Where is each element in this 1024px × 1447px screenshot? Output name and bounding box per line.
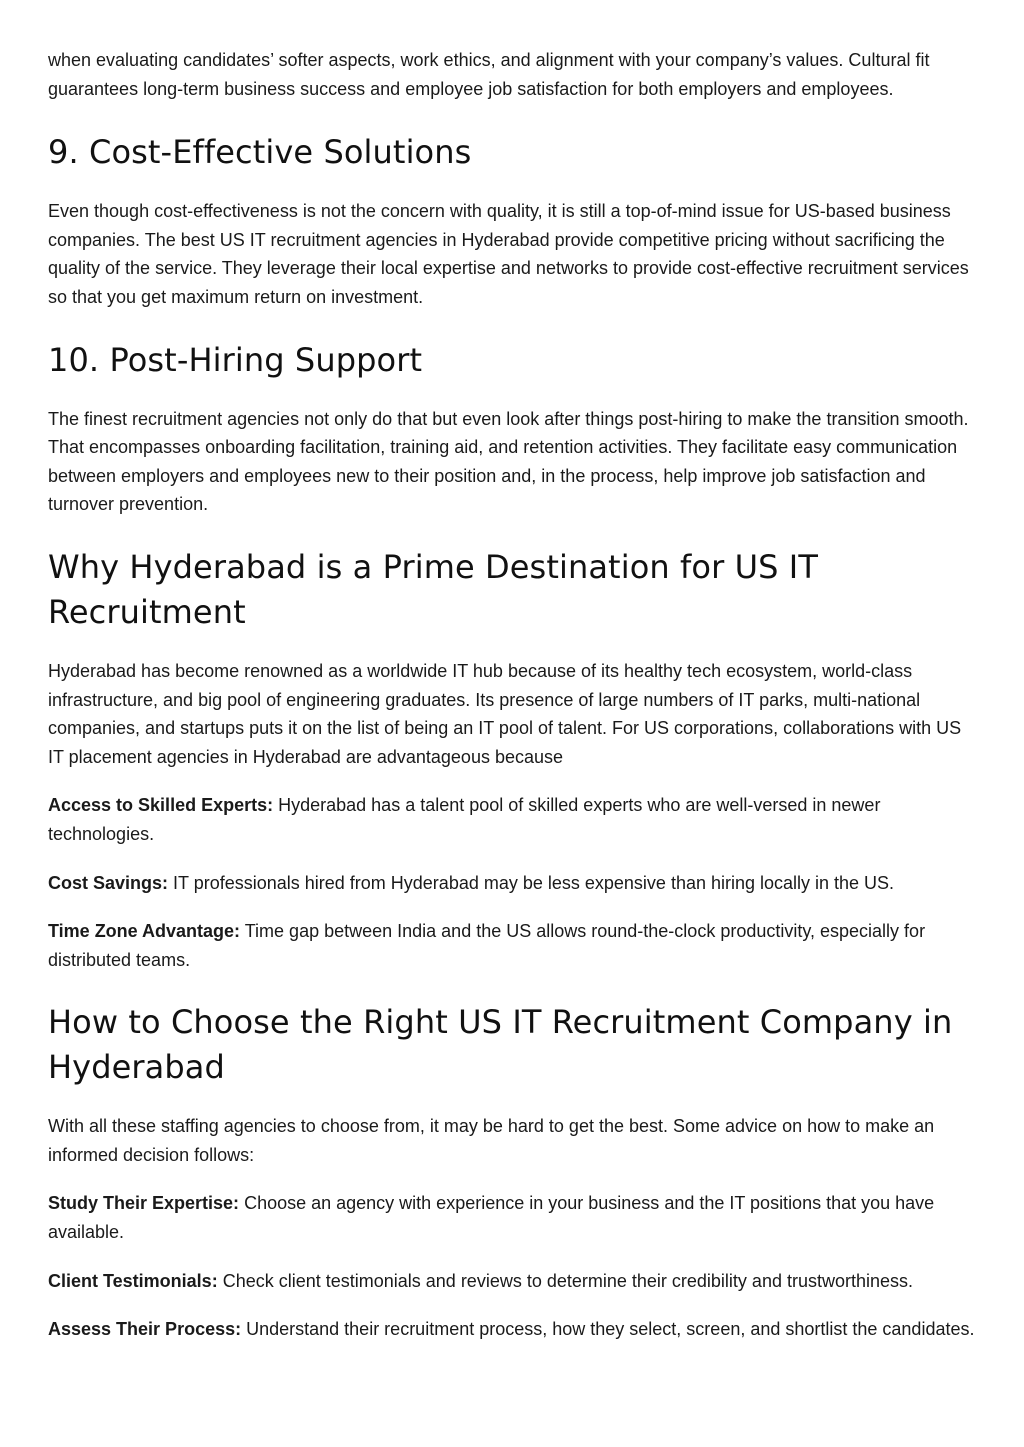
list-item-cost-savings bbox=[48, 869, 978, 898]
list-item-text: IT professionals hired from Hyderabad may be less expensive than hiring locally in the US. bbox=[168, 872, 895, 893]
list-item-label: Access to Skilled Experts: bbox=[48, 795, 274, 816]
list-item-text: Check client testimonials and reviews to determine their credibility and trustworthiness. bbox=[217, 1270, 914, 1291]
heading-cost-effective-solutions: 9. Cost-Effective Solutions bbox=[48, 133, 472, 172]
paragraph-cost-effective-solutions: Even though cost-effectiveness is not the concern with quality, it is still a top-of-mind issue for US-based business companies. The best US IT recruitment agencies in Hyderabad provide competitive pricing without sacrificing the quality of the service. They leverage their local expertise and networks to provide cost-effective recruitment services so that you get maximum return on investment. bbox=[48, 201, 969, 307]
list-item-label: Cost Savings: bbox=[48, 872, 169, 893]
list-item-time-zone-advantage bbox=[48, 917, 978, 974]
list-item-text: Time gap between India and the US allows round-the-clock productivity, especially for distributed teams. bbox=[48, 921, 926, 970]
list-item-label: Study Their Expertise: bbox=[48, 1193, 240, 1214]
list-item-label: Client Testimonials: bbox=[48, 1270, 218, 1291]
list-item-text: Understand their recruitment process, how they select, screen, and shortlist the candidates. bbox=[241, 1319, 975, 1340]
heading-post-hiring-support: 10. Post-Hiring Support bbox=[48, 340, 423, 379]
list-item-label: Time Zone Advantage: bbox=[48, 921, 241, 942]
article-body bbox=[48, 46, 978, 1344]
heading-how-to-choose: How to Choose the Right US IT Recruitment Company in Hyderabad bbox=[48, 1003, 953, 1087]
list-item-client-testimonials bbox=[48, 1267, 978, 1296]
heading-why-hyderabad: Why Hyderabad is a Prime Destination for US IT Recruitment bbox=[48, 547, 818, 631]
list-item-study-their-expertise bbox=[48, 1189, 978, 1246]
paragraph-why-hyderabad: Hyderabad has become renowned as a worldwide IT hub because of its healthy tech ecosystem, world-class infrastructure, and big pool of engineering graduates. Its presence of large numbers of IT parks, multi-national companies, and startups puts it on the list of being an IT pool of talent. For US corporations, collaborations with US IT placement agencies in Hyderabad are advantageous because bbox=[48, 660, 962, 767]
list-item-text: Hyderabad has a talent pool of skilled experts who are well-versed in newer technologies. bbox=[48, 795, 881, 844]
list-item-access-to-skilled-experts bbox=[48, 791, 978, 848]
list-item-assess-their-process bbox=[48, 1315, 978, 1344]
list-item-text: Choose an agency with experience in your business and the IT positions that you have available. bbox=[48, 1193, 935, 1243]
intro-paragraph: when evaluating candidates’ softer aspects, work ethics, and alignment with your company’s values. Cultural fit guarantees long-term business success and employee job satisfaction for both employers and employees. bbox=[48, 50, 930, 99]
paragraph-post-hiring-support: The finest recruitment agencies not only do that but even look after things post-hiring to make the transition smooth. That encompasses onboarding facilitation, training aid, and retention activities. They facilitate easy communication between employers and employees new to their position and, in the process, help improve job satisfaction and turnover prevention. bbox=[48, 408, 969, 515]
paragraph-how-to-choose: With all these staffing agencies to choose from, it may be hard to get the best. Some advice on how to make an informed decision follows: bbox=[48, 1116, 935, 1165]
list-item-label: Assess Their Process: bbox=[48, 1319, 242, 1340]
